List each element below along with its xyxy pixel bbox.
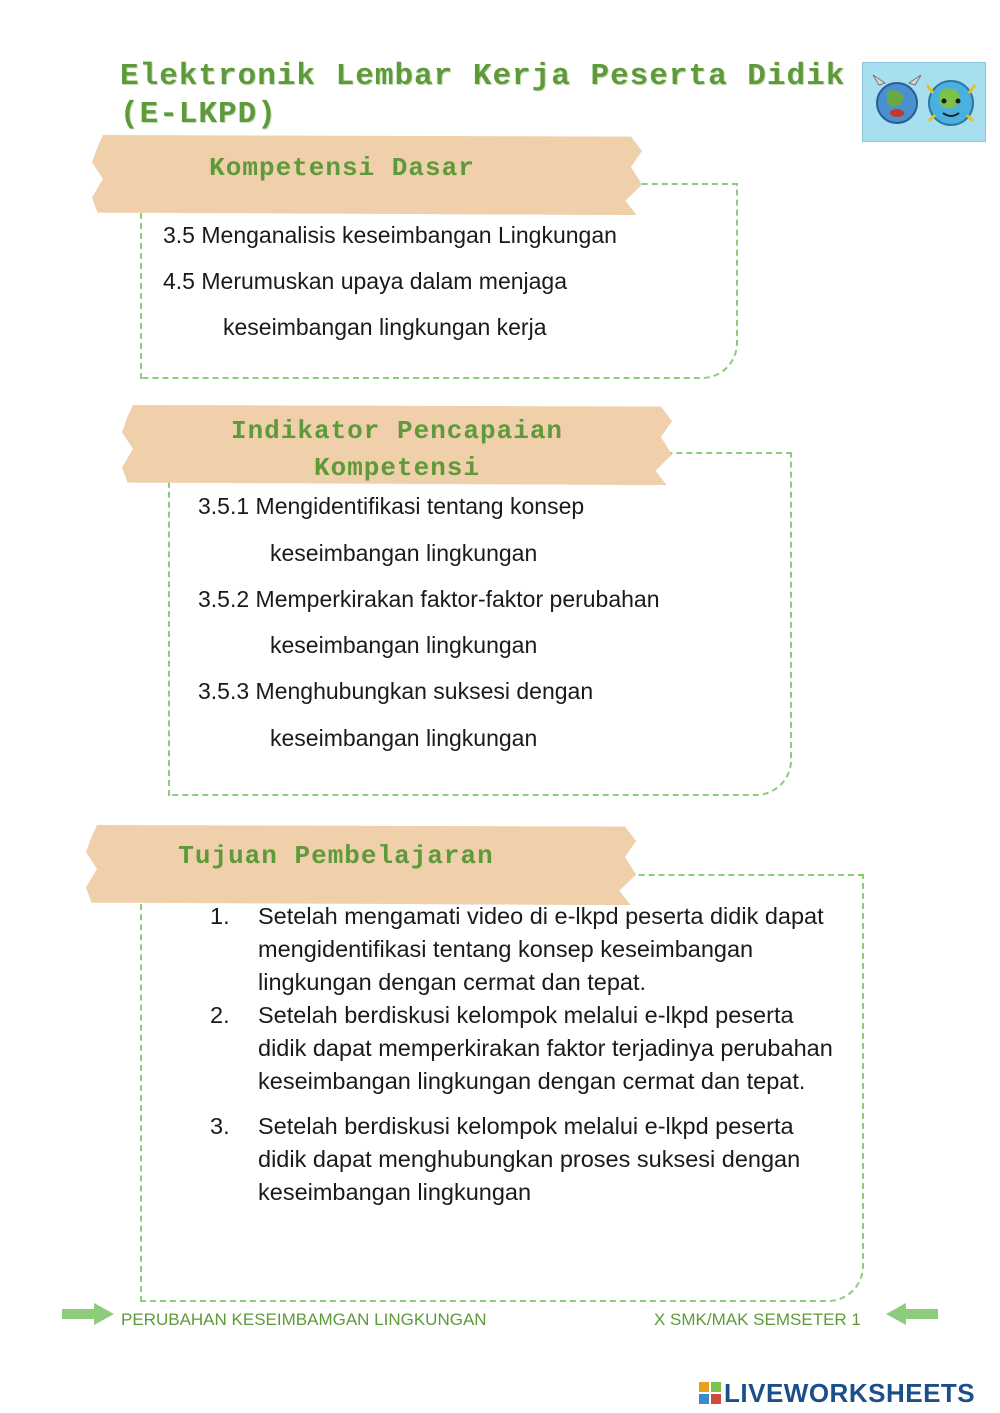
kd-item: keseimbangan lingkungan kerja <box>223 314 547 340</box>
list-number: 2. <box>210 1002 230 1028</box>
page-title: Elektronik Lembar Kerja Peserta Didik <box>120 59 846 94</box>
footer-class: X SMK/MAK SEMSETER 1 <box>654 1310 861 1329</box>
arrow-right-icon <box>60 1301 116 1327</box>
indikator-item: keseimbangan lingkungan <box>270 540 538 566</box>
indikator-item: keseimbangan lingkungan <box>270 632 538 658</box>
kompetensi-dasar-heading: Kompetensi Dasar <box>209 153 475 183</box>
indikator-item: 3.5.3 Menghubungkan suksesi dengan <box>198 678 594 704</box>
earth-cartoon-icon <box>862 62 986 142</box>
page-subtitle: (E-LKPD) <box>120 97 277 132</box>
list-item <box>210 900 840 999</box>
indikator-heading-line2: Kompetensi <box>313 453 481 483</box>
list-item <box>210 999 840 1098</box>
indikator-heading-line1: Indikator Pencapaian <box>230 416 564 446</box>
liveworksheets-logo <box>698 1378 975 1409</box>
arrow-left-icon <box>884 1301 940 1327</box>
tujuan-list <box>210 900 840 1209</box>
indikator-item: 3.5.1 Mengidentifikasi tentang konsep <box>198 493 585 519</box>
liveworksheets-icon <box>698 1381 722 1405</box>
list-text: Setelah mengamati video di e-lkpd peserta didik dapat mengidentifikasi tentang konsep keseimbangan lingkungan dengan cermat dan tepat. <box>258 903 824 995</box>
footer-topic: PERUBAHAN KESEIMBAMGAN LINGKUNGAN <box>121 1310 487 1329</box>
list-number: 1. <box>210 903 230 929</box>
list-text: Setelah berdiskusi kelompok melalui e-lkpd peserta didik dapat memperkirakan faktor terjadinya perubahan keseimbangan lingkungan dengan cermat dan tepat. <box>258 1002 833 1094</box>
list-text: Setelah berdiskusi kelompok melalui e-lkpd peserta didik dapat menghubungkan proses suksesi dengan keseimbangan lingkungan <box>258 1113 801 1205</box>
indikator-item: keseimbangan lingkungan <box>270 725 538 751</box>
tujuan-heading: Tujuan Pembelajaran <box>178 841 494 871</box>
list-number: 3. <box>210 1113 230 1139</box>
list-item <box>210 1110 840 1209</box>
kd-item: 4.5 Merumuskan upaya dalam menjaga <box>163 268 568 294</box>
brand-text: LIVEWORKSHEETS <box>724 1378 976 1408</box>
indikator-item: 3.5.2 Memperkirakan faktor-faktor perubahan <box>198 586 660 612</box>
kd-item: 3.5 Menganalisis keseimbangan Lingkungan <box>163 222 617 248</box>
